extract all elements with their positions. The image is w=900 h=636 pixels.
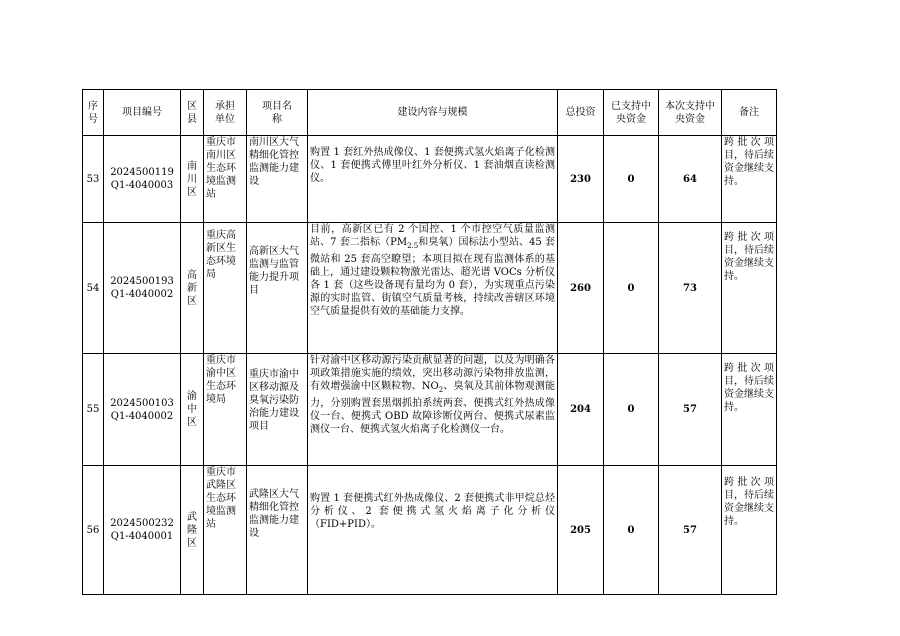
header-remark: 备注 xyxy=(722,90,777,136)
cell-total: 260 xyxy=(558,223,604,354)
cell-remark: 跨批次项目，待后续资金继续支持。 xyxy=(722,136,777,223)
cell-county: 武隆区 xyxy=(181,466,204,595)
cell-code: 2024500103 Q1-4040002 xyxy=(104,354,181,466)
cell-unit: 重庆市南川区生态环境监测站 xyxy=(204,136,247,223)
cell-supported: 0 xyxy=(604,354,659,466)
table-row xyxy=(83,354,777,466)
cell-unit: 重庆市武隆区生态环境监测站 xyxy=(204,466,247,595)
content-text-a: 针对渝中区移动源污染贡献显著的问题，以及为明确各项政策措施实施的绩效，突出移动源污染物排放监测，有效增强渝中区颗粒物、NO xyxy=(310,355,555,392)
cell-name: 南川区大气精细化管控监测能力建设 xyxy=(247,136,308,223)
cell-content: 购置 1 套红外热成像仪、1 套便携式氢火焰离子化检测仪、1 套便携式傅里叶红外分析仪、1 套油烟直读检测仪。 xyxy=(308,136,558,223)
cell-county: 南川区 xyxy=(181,136,204,223)
content-text-a: 目前，高新区已有 2 个国控、1 个市控空气质量监测站、7 套二指标（PM xyxy=(310,224,555,248)
cell-current: 57 xyxy=(659,466,722,595)
cell-county: 高新区 xyxy=(181,223,204,354)
table-row xyxy=(83,136,777,223)
cell-name: 重庆市渝中区移动源及臭氧污染防治能力建设项目 xyxy=(247,354,308,466)
no2-subscript: 2 xyxy=(438,386,444,394)
header-name: 项目名称 xyxy=(247,90,308,136)
header-row xyxy=(83,90,777,136)
cell-seq: 56 xyxy=(83,466,104,595)
cell-content xyxy=(308,354,558,466)
header-code: 项目编号 xyxy=(104,90,181,136)
cell-current: 64 xyxy=(659,136,722,223)
cell-unit: 重庆高新区生态环境局 xyxy=(204,223,247,354)
cell-seq: 54 xyxy=(83,223,104,354)
cell-supported: 0 xyxy=(604,466,659,595)
header-content: 建设内容与规模 xyxy=(308,90,558,136)
cell-remark: 跨批次项目，待后续资金继续支持。 xyxy=(722,466,777,595)
content-text-b: 、臭氧及其前体物观测能力，分别购置套黑烟抓拍系统两套、便携式红外热成像仪一台、便携式 OBD 故障诊断仪两台、便携式尿素监测仪一台、便携式氢火焰离子化检测仪一台。 xyxy=(310,381,556,435)
cell-total: 205 xyxy=(558,466,604,595)
cell-remark: 跨批次项目，待后续资金继续支持。 xyxy=(722,354,777,466)
cell-current: 73 xyxy=(659,223,722,354)
cell-code: 2024500119 Q1-4040003 xyxy=(104,136,181,223)
cell-total: 230 xyxy=(558,136,604,223)
cell-content xyxy=(308,223,558,354)
header-current: 本次支持中央资金 xyxy=(659,90,722,136)
table-row xyxy=(83,223,777,354)
cell-remark: 跨批次项目，待后续资金继续支持。 xyxy=(722,223,777,354)
cell-total: 204 xyxy=(558,354,604,466)
content-text-b: 和臭氧）国标法小型站、45 套微站和 25 套高空瞭望；本项目拟在现有监测体系的基础上，通过建设颗粒物激光雷达、超光谱 VOCs 分析仪各 1 套（这些设备现有量均为 0 套），为实现重点污染源的实时监管、街镇空气质量考核，持续改善辖区环境空气质量提供有效的基础能力支撑。 xyxy=(310,237,555,317)
cell-name: 高新区大气监测与监管能力提升项目 xyxy=(247,223,308,354)
cell-name: 武隆区大气精细化管控监测能力建设 xyxy=(247,466,308,595)
cell-content: 购置 1 套便携式红外热成像仪、2 套便携式非甲烷总烃分析仪、2 套便携式氢火焰离子化分析仪（FID+PID）。 xyxy=(308,466,558,595)
cell-unit: 重庆市渝中区生态环境局 xyxy=(204,354,247,466)
cell-county: 渝中区 xyxy=(181,354,204,466)
project-table xyxy=(82,89,777,595)
header-county: 区县 xyxy=(181,90,204,136)
header-seq: 序号 xyxy=(83,90,104,136)
cell-current: 57 xyxy=(659,354,722,466)
header-total: 总投资 xyxy=(558,90,604,136)
cell-code: 2024500193 Q1-4040002 xyxy=(104,223,181,354)
pm-subscript: 2.5 xyxy=(407,242,419,250)
header-supported: 已支持中央资金 xyxy=(604,90,659,136)
cell-seq: 53 xyxy=(83,136,104,223)
table-row xyxy=(83,466,777,595)
header-unit: 承担单位 xyxy=(204,90,247,136)
cell-supported: 0 xyxy=(604,223,659,354)
cell-code: 2024500232 Q1-4040001 xyxy=(104,466,181,595)
cell-seq: 55 xyxy=(83,354,104,466)
cell-supported: 0 xyxy=(604,136,659,223)
